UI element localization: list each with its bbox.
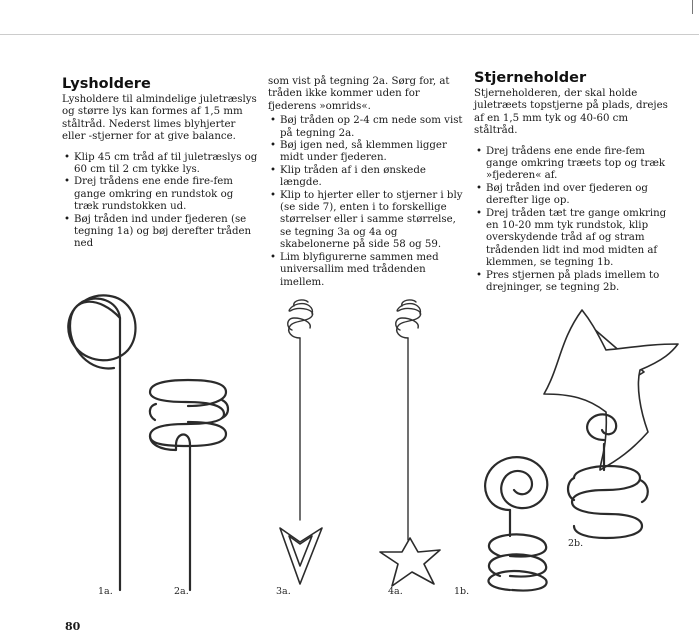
page-number: 80 (65, 620, 81, 633)
illustration-4a (380, 300, 440, 586)
bullet-item: • Klip to hjerter eller to stjerner i bly (se side 7), enten i to forskellige størrelser eller i samme størrelse, se tegning 3a og 4a og skabelonerne på side 58 og 59. (268, 190, 464, 252)
bullet-item: • Drej trådens ene ende fire-fem gange omkring en rundstok og træk rundstokken ud. (62, 176, 258, 213)
illustration-1b (485, 457, 547, 590)
bullet-item: • Bøj igen ned, så klemmen ligger midt under fjederen. (268, 140, 464, 165)
bullet-item: • Klip 45 cm tråd af til juletræslys og 60 cm til 2 cm tykke lys. (62, 152, 258, 177)
bullet-item: • Bøj tråden op 2-4 cm nede som vist på tegning 2a. (268, 115, 464, 140)
bullet-item: • Lim blyfigurerne sammen med universallim med trådenden imellem. (268, 252, 464, 289)
continuation-text: som vist på tegning 2a. Sørg for, at tråden ikke kommer uden for fjederens »omrids«. (268, 76, 450, 112)
heading-stjerneholder: Stjerneholder (474, 70, 587, 86)
bullet-item: • Bøj tråden ind over fjederen og derefter lige op. (474, 183, 674, 208)
illustration-2a (150, 380, 228, 590)
caption-2b: 2b. (568, 538, 584, 549)
bullet-item: • Bøj tråden ind under fjederen (se tegning 1a) og bøj derefter tråden ned (62, 214, 258, 251)
bullet-item: • Klip tråden af i den ønskede længde. (268, 165, 464, 190)
caption-3a: 3a. (276, 586, 291, 597)
intro-lysholdere: Lysholdere til almindelige juletræslys og større lys kan formes af 1,5 mm ståltråd. Nederst limes blyhjerter eller -stjerner for at give balance. (62, 94, 257, 143)
illustration-2b (544, 310, 678, 538)
bullet-item: • Drej tråden tæt tre gange omkring en 10-20 mm tyk rundstok, klip overskydende tråd af og stram trådenden lidt ind mod midten af klemmen, se tegning 1b. (474, 208, 674, 270)
bullet-item: • Drej trådens ene ende fire-fem gange omkring træets top og træk »fjederen« af. (474, 146, 674, 183)
intro-stjerneholder: Stjerneholderen, der skal holde juletræets topstjerne på plads, drejes af en 1,5 mm tyk og 40-60 cm ståltråd. (474, 88, 668, 137)
caption-1a: 1a. (98, 586, 113, 597)
caption-2a: 2a. (174, 586, 189, 597)
heading-lysholdere: Lysholdere (62, 76, 151, 92)
illustration-1a (68, 295, 135, 590)
illustration-3a (280, 300, 322, 584)
caption-1b: 1b. (454, 586, 470, 597)
bullet-item: • Pres stjernen på plads imellem to drejninger, se tegning 2b. (474, 270, 674, 295)
caption-4a: 4a. (388, 586, 403, 597)
